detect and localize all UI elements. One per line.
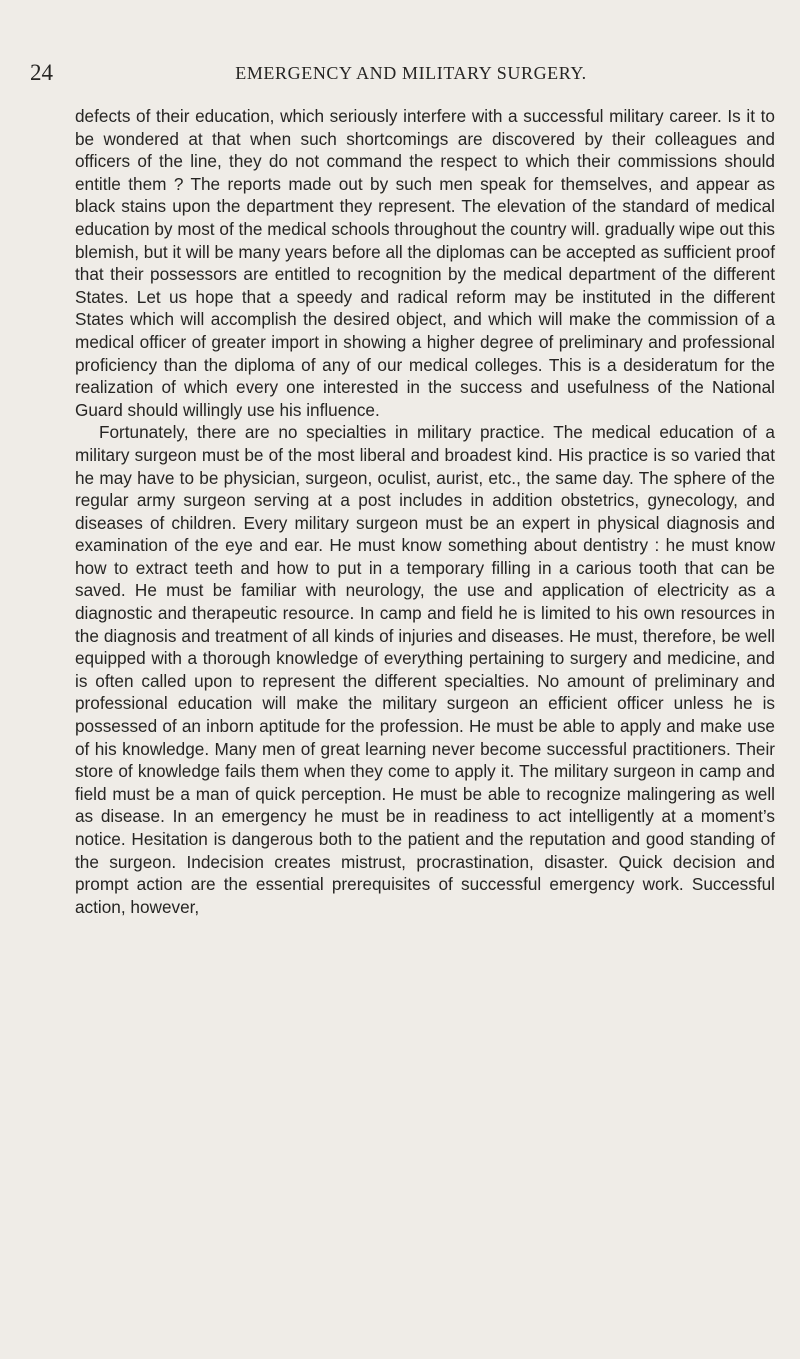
body-text bbox=[75, 105, 775, 918]
paragraph-1: defects of their education, which seriously interfere with a successful military career. Is it to be wondered at that when such shortcomings are discovered by their colleagues and officers of the line, they do not command the respect to which their commissions should entitle them ? The reports made out by such men speak for themselves, and appear as black stains upon the department they represent. The elevation of the standard of medical education by most of the medical schools throughout the country will. gradually wipe out this blemish, but it will be many years before all the diplomas can be accepted as sufficient proof that their possessors are entitled to recognition by the medical department of the different States. Let us hope that a speedy and radical reform may be instituted in the different States which will accomplish the desired object, and which will make the commission of a medical officer of greater import in showing a higher degree of preliminary and professional proficiency than the diploma of any of our medical colleges. This is a desideratum for the realization of which every one interested in the success and usefulness of the National Guard should willingly use his influence. bbox=[75, 106, 775, 420]
page-number: 24 bbox=[30, 60, 53, 85]
page-header bbox=[30, 58, 770, 88]
paragraph-2: Fortunately, there are no specialties in military practice. The medical education of a military surgeon must be of the most liberal and broadest kind. His practice is so varied that he may have to be physician, surgeon, oculist, aurist, etc., the same day. The sphere of the regular army surgeon serving at a post includes in addition obstetrics, gynecology, and diseases of children. Every military surgeon must be an expert in physical diagnosis and examination of the eye and ear. He must know something about dentistry : he must know how to extract teeth and how to put in a temporary filling in a carious tooth that can be saved. He must be familiar with neurology, the use and application of electricity as a diagnostic and therapeutic resource. In camp and field he is limited to his own resources in the diagnosis and treatment of all kinds of injuries and diseases. He must, therefore, be well equipped with a thorough knowledge of everything pertaining to surgery and medicine, and is often called upon to represent the different specialties. No amount of preliminary and professional education will make the military surgeon an efficient officer unless he is possessed of an inborn aptitude for the profession. He must be able to apply and make use of his knowledge. Many men of great learning never become successful practitioners. Their store of knowledge fails them when they come to apply it. The military surgeon in camp and field must be a man of quick perception. He must be able to recognize malingering as well as disease. In an emergency he must be in readiness to act intelligently at a moment’s notice. Hesitation is dangerous both to the patient and the reputation and good standing of the surgeon. Indecision creates mistrust, procrastination, disaster. Quick decision and prompt action are the essential prerequisites of successful emergency work. Successful action, however, bbox=[75, 422, 775, 917]
running-title: EMERGENCY AND MILITARY SURGERY. bbox=[235, 63, 587, 83]
